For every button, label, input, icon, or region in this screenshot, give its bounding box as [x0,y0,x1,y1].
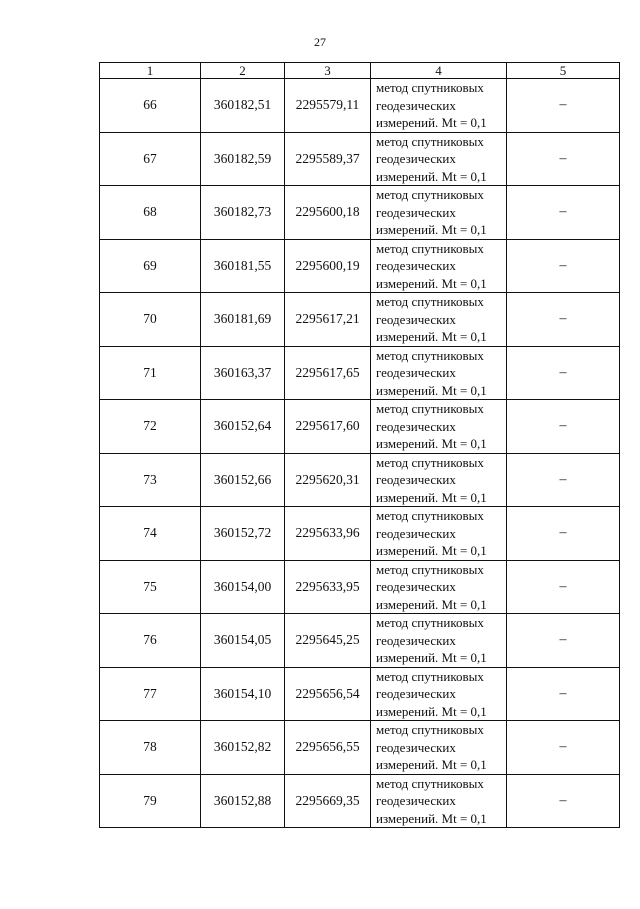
method-cell [371,239,507,293]
method-line: метод спутниковых [376,80,484,95]
y-coordinate-cell: 2295617,60 [285,400,371,454]
point-number-cell: 67 [100,132,201,186]
method-line: измерений. Mt = 0,1 [376,543,487,558]
method-line: геодезических [376,418,456,434]
method-line: геодезических [376,97,456,113]
method-line: геодезических [376,311,456,327]
x-coordinate-cell: 360152,82 [201,721,285,775]
description-cell: – [507,721,620,775]
method-cell [371,186,507,240]
y-coordinate-cell: 2295620,31 [285,453,371,507]
point-number-cell: 77 [100,667,201,721]
method-line: измерений. Mt = 0,1 [376,810,487,826]
y-coordinate-cell: 2295633,95 [285,560,371,614]
method-line: измерений. Mt = 0,1 [376,382,487,398]
x-coordinate-cell: 360152,88 [201,774,285,828]
method-line: метод спутниковых [376,240,484,256]
table-row [100,132,620,186]
method-line: измерений. Mt = 0,1 [376,757,487,772]
x-coordinate-cell: 360154,10 [201,667,285,721]
description-cell: – [507,79,620,133]
description-cell: – [507,614,620,668]
method-cell [371,293,507,347]
method-cell [371,560,507,614]
table-row [100,293,620,347]
x-coordinate-cell: 360152,64 [201,400,285,454]
description-cell: – [507,400,620,454]
x-coordinate-cell: 360154,05 [201,614,285,668]
y-coordinate-cell: 2295633,96 [285,507,371,561]
x-coordinate-cell: 360152,66 [201,453,285,507]
method-line: измерений. Mt = 0,1 [376,650,487,665]
method-line: измерений. Mt = 0,1 [376,275,487,291]
method-line: геодезических [376,151,456,166]
method-line: метод спутниковых [376,561,484,577]
method-line: геодезических [376,258,456,273]
method-line: геодезических [376,686,456,701]
table-row [100,186,620,240]
x-coordinate-cell: 360152,72 [201,507,285,561]
point-number-cell: 68 [100,186,201,240]
method-line: измерений. Mt = 0,1 [376,703,487,719]
x-coordinate-cell: 360182,51 [201,79,285,133]
x-coordinate-cell: 360182,73 [201,186,285,240]
y-coordinate-cell: 2295656,54 [285,667,371,721]
table-row [100,239,620,293]
x-coordinate-cell: 360154,00 [201,560,285,614]
x-coordinate-cell: 360182,59 [201,132,285,186]
method-line: метод спутниковых [376,775,484,791]
method-line: геодезических [376,365,456,380]
y-coordinate-cell: 2295669,35 [285,774,371,828]
description-cell: – [507,346,620,400]
y-coordinate-cell: 2295617,65 [285,346,371,400]
method-cell [371,614,507,668]
method-line: метод спутниковых [376,133,484,149]
header-col-4: 4 [371,63,507,79]
header-col-2: 2 [201,63,285,79]
method-line: измерений. Mt = 0,1 [376,115,487,130]
method-cell [371,774,507,828]
header-col-3: 3 [285,63,371,79]
table-row [100,667,620,721]
point-number-cell: 75 [100,560,201,614]
point-number-cell: 70 [100,293,201,347]
method-line: измерений. Mt = 0,1 [376,436,487,451]
table-row [100,614,620,668]
table-row [100,400,620,454]
method-cell [371,79,507,133]
method-line: метод спутниковых [376,508,484,523]
y-coordinate-cell: 2295656,55 [285,721,371,775]
x-coordinate-cell: 360163,37 [201,346,285,400]
point-number-cell: 78 [100,721,201,775]
table-row [100,79,620,133]
description-cell: – [507,453,620,507]
method-line: метод спутниковых [376,401,484,416]
method-line: геодезических [376,632,456,648]
method-line: геодезических [376,579,456,594]
method-line: метод спутниковых [376,722,484,737]
point-number-cell: 79 [100,774,201,828]
y-coordinate-cell: 2295579,11 [285,79,371,133]
x-coordinate-cell: 360181,69 [201,293,285,347]
description-cell: – [507,560,620,614]
method-line: геодезических [376,472,456,487]
method-line: метод спутниковых [376,615,484,630]
description-cell: – [507,186,620,240]
method-line: метод спутниковых [376,668,484,684]
method-cell [371,132,507,186]
table-row [100,346,620,400]
y-coordinate-cell: 2295600,18 [285,186,371,240]
description-cell: – [507,507,620,561]
coordinates-table [99,62,620,828]
point-number-cell: 76 [100,614,201,668]
description-cell: – [507,293,620,347]
table-row [100,774,620,828]
point-number-cell: 71 [100,346,201,400]
page-number: 27 [314,35,326,49]
description-cell: – [507,774,620,828]
y-coordinate-cell: 2295617,21 [285,293,371,347]
method-line: метод спутниковых [376,187,484,202]
point-number-cell: 66 [100,79,201,133]
method-cell [371,346,507,400]
description-cell: – [507,239,620,293]
method-cell [371,507,507,561]
point-number-cell: 74 [100,507,201,561]
y-coordinate-cell: 2295645,25 [285,614,371,668]
x-coordinate-cell: 360181,55 [201,239,285,293]
method-line: измерений. Mt = 0,1 [376,168,487,184]
method-cell [371,400,507,454]
method-line: метод спутниковых [376,347,484,363]
table-body [100,79,620,828]
method-cell [371,453,507,507]
header-col-5: 5 [507,63,620,79]
method-line: геодезических [376,739,456,755]
method-line: измерений. Mt = 0,1 [376,596,487,612]
header-col-1: 1 [100,63,201,79]
y-coordinate-cell: 2295600,19 [285,239,371,293]
method-cell [371,667,507,721]
table-row [100,560,620,614]
point-number-cell: 73 [100,453,201,507]
description-cell: – [507,132,620,186]
table-header-row [100,63,620,79]
method-line: измерений. Mt = 0,1 [376,329,487,344]
method-line: измерений. Mt = 0,1 [376,489,487,505]
table-row [100,721,620,775]
point-number-cell: 69 [100,239,201,293]
table-row [100,507,620,561]
method-line: метод спутниковых [376,454,484,470]
point-number-cell: 72 [100,400,201,454]
method-cell [371,721,507,775]
method-line: геодезических [376,793,456,808]
y-coordinate-cell: 2295589,37 [285,132,371,186]
method-line: метод спутниковых [376,294,484,309]
method-line: геодезических [376,204,456,220]
table-row [100,453,620,507]
method-line: измерений. Mt = 0,1 [376,222,487,237]
method-line: геодезических [376,525,456,541]
description-cell: – [507,667,620,721]
